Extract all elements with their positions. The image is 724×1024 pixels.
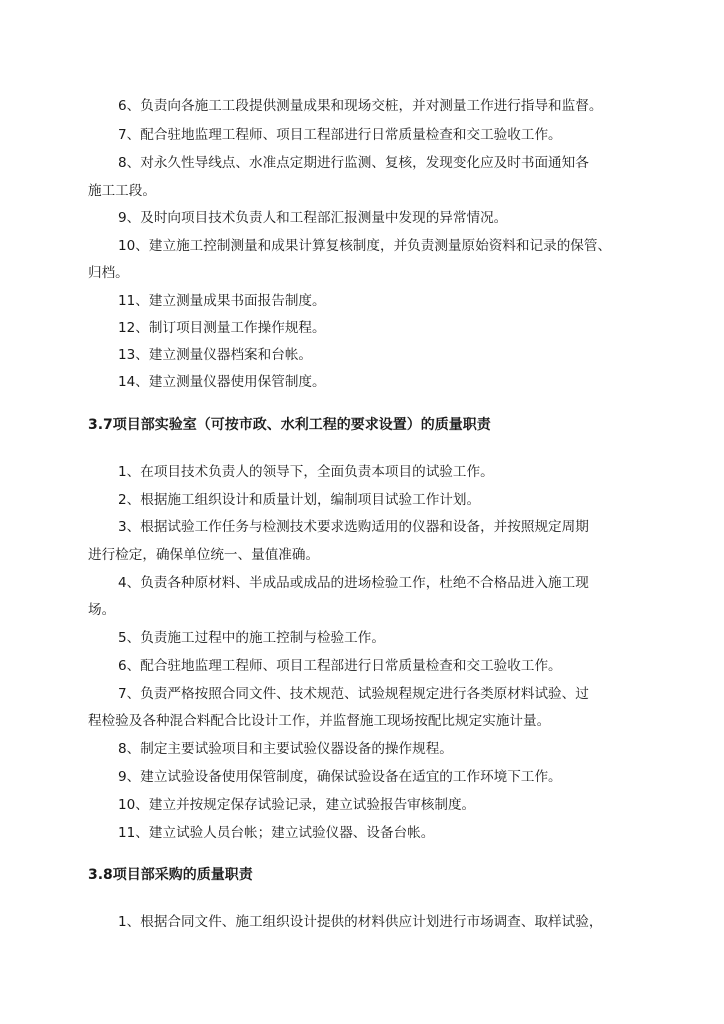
paragraph-line: 12、制订项目测量工作操作规程。	[118, 320, 326, 336]
paragraph-line: 进行检定，确保单位统一、量值准确。	[88, 547, 320, 563]
paragraph-line: 9、及时向项目技术负责人和工程部汇报测量中发现的异常情况。	[118, 210, 508, 226]
paragraph-line: 6、配合驻地监理工程师、项目工程部进行日常质量检查和交工验收工作。	[118, 658, 562, 674]
paragraph-line: 1、在项目技术负责人的领导下，全面负责本项目的试验工作。	[118, 464, 494, 480]
paragraph-line: 8、对永久性导线点、水准点定期进行监测、复核，发现变化应及时书面通知各	[118, 155, 589, 171]
paragraph-line: 14、建立测量仪器使用保管制度。	[118, 374, 326, 390]
paragraph-line: 1、根据合同文件、施工组织设计提供的材料供应计划进行市场调查、取样试验，	[118, 914, 603, 930]
paragraph-line: 5、负责施工过程中的施工控制与检验工作。	[118, 630, 385, 646]
paragraph-line: 施工工段。	[88, 183, 156, 199]
paragraph-line: 11、建立试验人员台帐；建立试验仪器、设备台帐。	[118, 825, 435, 841]
paragraph-line: 10、建立并按规定保存试验记录，建立试验报告审核制度。	[118, 797, 476, 813]
paragraph-line: 程检验及各种混合料配合比设计工作，并监督施工现场按配比规定实施计量。	[88, 713, 551, 729]
paragraph-line: 10、建立施工控制测量和成果计算复核制度，并负责测量原始资料和记录的保管、	[118, 238, 612, 254]
paragraph-line: 场。	[88, 602, 116, 618]
paragraph-line: 3、根据试验工作任务与检测技术要求选购适用的仪器和设备，并按照规定周期	[118, 519, 589, 535]
paragraph-line: 13、建立测量仪器档案和台帐。	[118, 347, 313, 363]
paragraph-line: 2、根据施工组织设计和质量计划，编制项目试验工作计划。	[118, 492, 481, 508]
paragraph-line: 9、建立试验设备使用保管制度，确保试验设备在适宜的工作环境下工作。	[118, 769, 562, 785]
paragraph-line: 归档。	[88, 265, 129, 281]
paragraph-line: 8、制定主要试验项目和主要试验仪器设备的操作规程。	[118, 741, 453, 757]
paragraph-line: 11、建立测量成果书面报告制度。	[118, 293, 326, 309]
section-heading-3-8: 3.8项目部采购的质量职责	[88, 867, 253, 883]
paragraph-line: 4、负责各种原材料、半成品或成品的进场检验工作，杜绝不合格品进入施工现	[118, 575, 589, 591]
paragraph-line: 6、负责向各施工工段提供测量成果和现场交桩，并对测量工作进行指导和监督。	[118, 98, 603, 114]
section-heading-3-7: 3.7项目部实验室（可按市政、水利工程的要求设置）的质量职责	[88, 417, 491, 433]
paragraph-line: 7、负责严格按照合同文件、技术规范、试验规程规定进行各类原材料试验、过	[118, 686, 589, 702]
paragraph-line: 7、配合驻地监理工程师、项目工程部进行日常质量检查和交工验收工作。	[118, 127, 562, 143]
